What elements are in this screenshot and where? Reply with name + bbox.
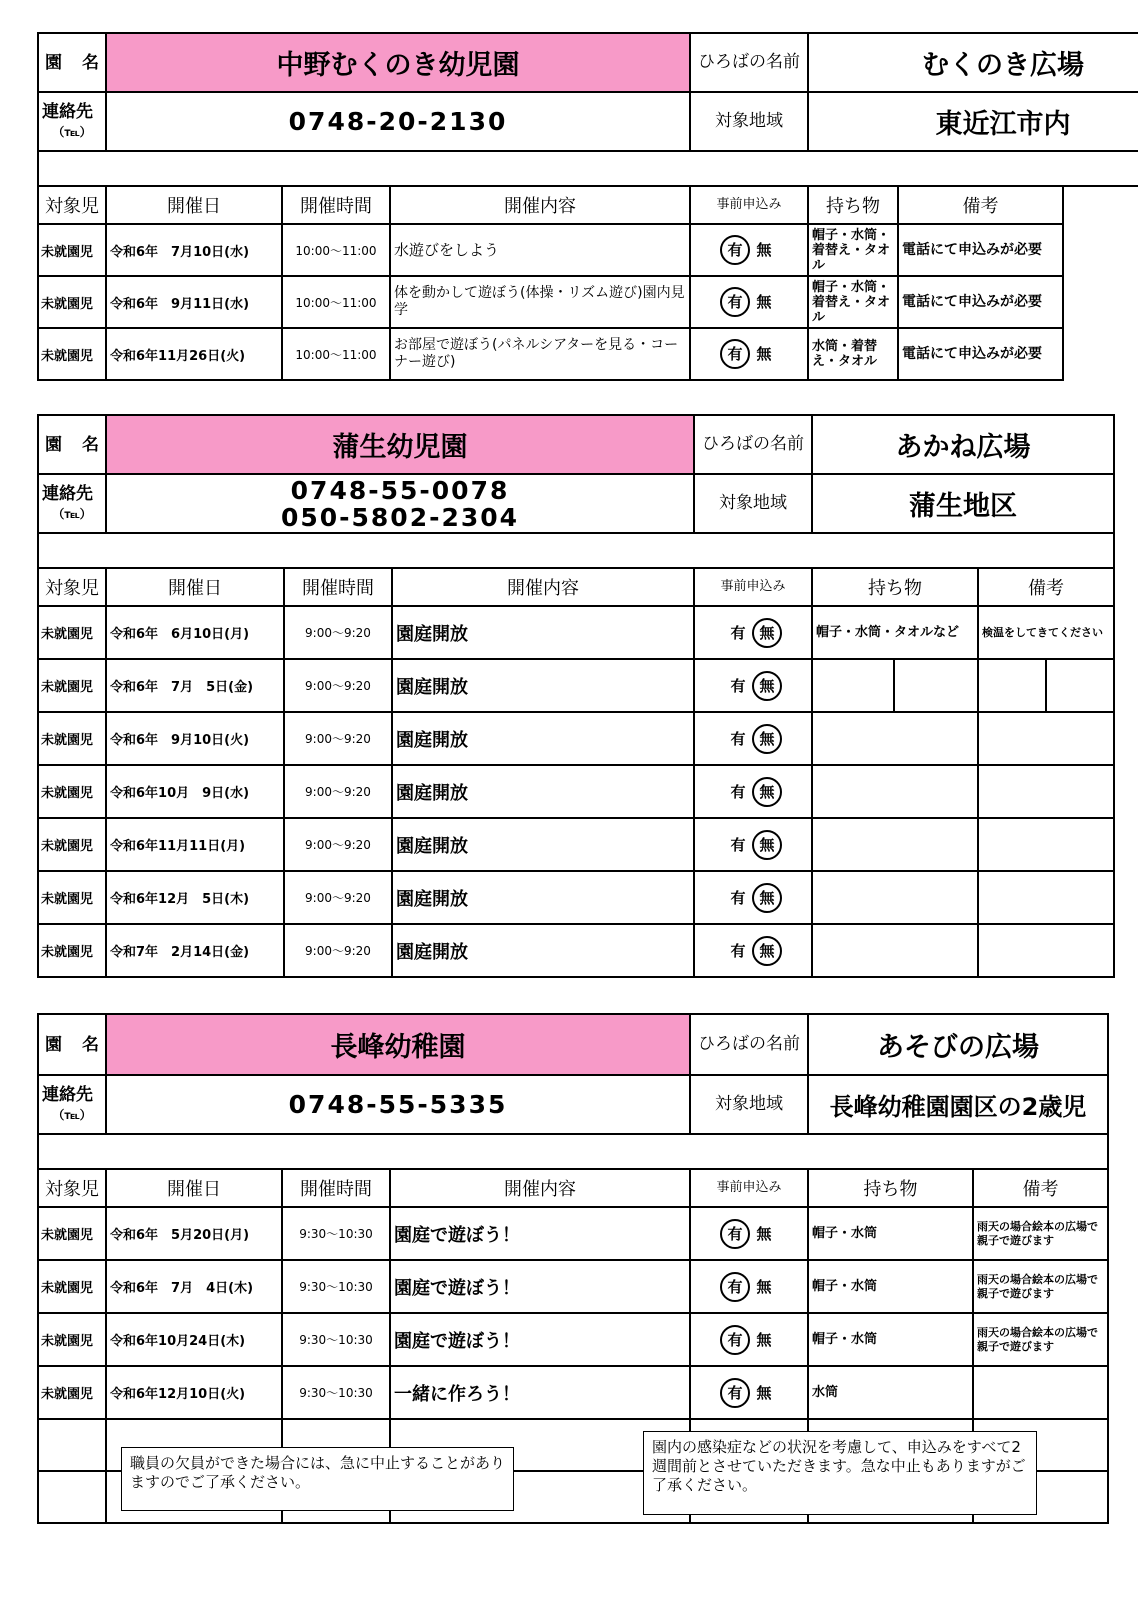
target-area: 蒲生地区	[812, 474, 1114, 533]
contact-label	[38, 474, 106, 533]
pre-cell	[690, 1366, 808, 1419]
date-cell: 令和6年 6月10日(月)	[106, 606, 284, 659]
content-cell: 園庭で遊ぼう！	[390, 1207, 690, 1260]
no-mark: 無	[752, 883, 782, 913]
no-mark: 無	[756, 1330, 772, 1349]
date-cell: 令和6年 7月 5日(金)	[106, 659, 284, 712]
items-cell	[812, 659, 978, 712]
content-cell: 園庭開放	[392, 924, 694, 977]
pre-cell	[690, 224, 808, 276]
pre-cell	[694, 712, 812, 765]
table-row	[38, 818, 1114, 871]
no-mark: 無	[756, 1277, 772, 1296]
content-cell: お部屋で遊ぼう(パネルシアターを見る・コーナー遊び)	[390, 328, 690, 380]
pre-cell	[690, 1207, 808, 1260]
time-cell: 9:30～10:30	[282, 1366, 390, 1419]
down-arrow-icon	[893, 659, 895, 712]
table-row	[38, 871, 1114, 924]
col-pre: 事前申込み	[690, 186, 808, 224]
spacer-row	[38, 533, 1114, 568]
section-mukunoki	[37, 32, 1085, 381]
pre-cell	[690, 1260, 808, 1313]
table-row	[38, 1260, 1108, 1313]
hiroba-name-label: ひろばの名前	[694, 415, 812, 474]
note-cell	[978, 924, 1114, 977]
col-items: 持ち物	[808, 1169, 973, 1207]
child-cell: 未就園児	[38, 1313, 106, 1366]
note-cell	[978, 765, 1114, 818]
school-name: 長峰幼稚園	[106, 1014, 690, 1075]
child-cell: 未就園児	[38, 712, 106, 765]
no-mark: 無	[752, 777, 782, 807]
table-row	[38, 328, 1138, 380]
spacer-row	[38, 1134, 1108, 1169]
time-cell: 9:30～10:30	[282, 1260, 390, 1313]
date-cell: 令和6年11月11日(月)	[106, 818, 284, 871]
date-cell: 令和7年 2月14日(金)	[106, 924, 284, 977]
no-mark: 無	[752, 724, 782, 754]
table-row	[38, 276, 1138, 328]
yes-mark: 有	[730, 676, 746, 695]
child-cell: 未就園児	[38, 818, 106, 871]
yes-mark: 有	[720, 1378, 750, 1408]
col-date: 開催日	[106, 186, 282, 224]
tel-text: （℡）	[52, 124, 92, 139]
target-area: 長峰幼稚園園区の2歳児	[808, 1075, 1108, 1134]
yes-mark: 有	[730, 782, 746, 801]
content-cell: 園庭で遊ぼう！	[390, 1260, 690, 1313]
col-content: 開催内容	[392, 568, 694, 606]
pre-cell	[694, 765, 812, 818]
tel-number: 0748-20-2130	[106, 92, 690, 151]
header-table	[37, 32, 1138, 381]
pre-cell	[694, 924, 812, 977]
hiroba-name: あそびの広場	[808, 1014, 1108, 1075]
items-cell: 帽子・水筒	[808, 1207, 973, 1260]
no-mark: 無	[752, 618, 782, 648]
col-items: 持ち物	[808, 186, 898, 224]
yes-mark: 有	[720, 1219, 750, 1249]
contact-text: 連絡先	[42, 483, 93, 504]
col-time: 開催時間	[282, 1169, 390, 1207]
no-mark: 無	[756, 345, 772, 363]
school-name: 蒲生幼児園	[106, 415, 694, 474]
contact-text: 連絡先	[42, 101, 93, 122]
child-cell: 未就園児	[38, 1207, 106, 1260]
content-cell: 一緒に作ろう！	[390, 1366, 690, 1419]
note-cell: 電話にて申込みが必要	[898, 328, 1063, 380]
table-row	[38, 712, 1114, 765]
note-cell: 雨天の場合絵本の広場で親子で遊びます	[973, 1207, 1108, 1260]
content-cell: 園庭開放	[392, 871, 694, 924]
time-cell: 9:00～9:20	[284, 765, 392, 818]
col-content: 開催内容	[390, 186, 690, 224]
note-cell	[978, 818, 1114, 871]
note-cell	[973, 1366, 1108, 1419]
yes-mark: 有	[730, 888, 746, 907]
col-content: 開催内容	[390, 1169, 690, 1207]
note-cell: 雨天の場合絵本の広場で親子で遊びます	[973, 1313, 1108, 1366]
pre-cell	[694, 659, 812, 712]
col-note: 備考	[898, 186, 1063, 224]
items-cell: 水筒	[808, 1366, 973, 1419]
table-row	[38, 1313, 1108, 1366]
time-cell: 9:00～9:20	[284, 659, 392, 712]
target-area-label: 対象地域	[690, 1075, 808, 1134]
col-pre: 事前申込み	[694, 568, 812, 606]
items-cell: 帽子・水筒・着替え・タオル	[808, 224, 898, 276]
no-mark: 無	[756, 1224, 772, 1243]
time-cell: 10:00～11:00	[282, 224, 390, 276]
pre-cell	[694, 818, 812, 871]
items-cell: 帽子・水筒	[808, 1313, 973, 1366]
col-pre: 事前申込み	[690, 1169, 808, 1207]
no-mark: 無	[756, 293, 772, 311]
tel-number-1: 0748-55-0078	[290, 475, 510, 505]
yes-mark: 有	[720, 1272, 750, 1302]
header-table	[37, 414, 1115, 978]
yes-mark: 有	[730, 623, 746, 642]
items-cell: 水筒・着替え・タオル	[808, 328, 898, 380]
items-cell: 帽子・水筒・着替え・タオル	[808, 276, 898, 328]
spacer-row	[38, 151, 1138, 186]
child-cell: 未就園児	[38, 924, 106, 977]
pre-cell	[690, 1313, 808, 1366]
table-row	[38, 1207, 1108, 1260]
en-name-label: 園 名	[38, 33, 106, 92]
time-cell: 9:30～10:30	[282, 1207, 390, 1260]
time-cell: 9:00～9:20	[284, 712, 392, 765]
yes-mark: 有	[720, 235, 750, 265]
content-cell: 水遊びをしよう	[390, 224, 690, 276]
tel-numbers	[106, 474, 694, 533]
note-cell: 雨天の場合絵本の広場で親子で遊びます	[973, 1260, 1108, 1313]
no-mark: 無	[752, 830, 782, 860]
col-child: 対象児	[38, 186, 106, 224]
target-area-label: 対象地域	[694, 474, 812, 533]
no-mark: 無	[752, 671, 782, 701]
notice-staff-absence: 職員の欠員ができた場合には、急に中止することがありますのでご了承ください。	[121, 1447, 514, 1511]
hiroba-name: あかね広場	[812, 415, 1114, 474]
hiroba-name-label: ひろばの名前	[690, 33, 808, 92]
child-cell: 未就園児	[38, 659, 106, 712]
table-row	[38, 1366, 1108, 1419]
note-cell	[978, 712, 1114, 765]
content-cell: 体を動かして遊ぼう(体操・リズム遊び)園内見学	[390, 276, 690, 328]
child-cell: 未就園児	[38, 765, 106, 818]
content-cell: 園庭開放	[392, 606, 694, 659]
col-child: 対象児	[38, 568, 106, 606]
col-child: 対象児	[38, 1169, 106, 1207]
date-cell: 令和6年 9月10日(火)	[106, 712, 284, 765]
contact-label	[38, 1075, 106, 1134]
note-cell: 検温をしてきてください	[978, 606, 1114, 659]
note-cell: 電話にて申込みが必要	[898, 224, 1063, 276]
col-time: 開催時間	[282, 186, 390, 224]
col-items: 持ち物	[812, 568, 978, 606]
date-cell: 令和6年 9月11日(水)	[106, 276, 282, 328]
down-arrow-icon	[1045, 659, 1047, 712]
date-cell: 令和6年 5月20日(月)	[106, 1207, 282, 1260]
items-cell	[812, 818, 978, 871]
time-cell: 9:00～9:20	[284, 871, 392, 924]
items-cell	[812, 765, 978, 818]
child-cell: 未就園児	[38, 328, 106, 380]
pre-cell	[690, 328, 808, 380]
no-mark: 無	[752, 936, 782, 966]
child-cell: 未就園児	[38, 1260, 106, 1313]
child-cell: 未就園児	[38, 606, 106, 659]
date-cell: 令和6年 7月 4日(木)	[106, 1260, 282, 1313]
tel-text: （℡）	[52, 1107, 92, 1122]
empty-cell	[38, 1471, 106, 1523]
pre-cell	[690, 276, 808, 328]
target-area-label: 対象地域	[690, 92, 808, 151]
hiroba-name-label: ひろばの名前	[690, 1014, 808, 1075]
items-cell	[812, 871, 978, 924]
content-cell: 園庭開放	[392, 712, 694, 765]
tel-number-2: 050-5802-2304	[280, 502, 520, 532]
contact-label	[38, 92, 106, 151]
table-row	[38, 606, 1114, 659]
date-cell: 令和6年12月10日(火)	[106, 1366, 282, 1419]
yes-mark: 有	[730, 729, 746, 748]
child-cell: 未就園児	[38, 871, 106, 924]
table-row	[38, 765, 1114, 818]
yes-mark: 有	[720, 1325, 750, 1355]
table-row	[38, 224, 1138, 276]
table-row	[38, 659, 1114, 712]
en-name-label: 園 名	[38, 1014, 106, 1075]
col-date: 開催日	[106, 568, 284, 606]
child-cell: 未就園児	[38, 1366, 106, 1419]
section-gamou	[37, 414, 1104, 978]
col-date: 開催日	[106, 1169, 282, 1207]
note-cell: 電話にて申込みが必要	[898, 276, 1063, 328]
date-cell: 令和6年11月26日(火)	[106, 328, 282, 380]
notice-infection: 園内の感染症などの状況を考慮して、申込みをすべて2週間前とさせていただきます。急な中止もありますがご了承ください。	[643, 1431, 1037, 1515]
time-cell: 10:00～11:00	[282, 328, 390, 380]
col-note: 備考	[978, 568, 1114, 606]
table-row	[38, 924, 1114, 977]
col-note: 備考	[973, 1169, 1108, 1207]
items-cell: 帽子・水筒	[808, 1260, 973, 1313]
no-mark: 無	[756, 241, 772, 259]
items-cell	[812, 712, 978, 765]
items-cell	[812, 924, 978, 977]
yes-mark: 有	[730, 835, 746, 854]
child-cell: 未就園児	[38, 224, 106, 276]
items-cell: 帽子・水筒・タオルなど	[812, 606, 978, 659]
pre-cell	[694, 871, 812, 924]
content-cell: 園庭で遊ぼう！	[390, 1313, 690, 1366]
col-time: 開催時間	[284, 568, 392, 606]
date-cell: 令和6年12月 5日(木)	[106, 871, 284, 924]
time-cell: 9:00～9:20	[284, 924, 392, 977]
content-cell: 園庭開放	[392, 765, 694, 818]
empty-cell	[38, 1419, 106, 1471]
yes-mark: 有	[720, 339, 750, 369]
en-name-label: 園 名	[38, 415, 106, 474]
yes-mark: 有	[720, 287, 750, 317]
content-cell: 園庭開放	[392, 659, 694, 712]
date-cell: 令和6年 7月10日(水)	[106, 224, 282, 276]
hiroba-name: むくのき広場	[808, 33, 1138, 92]
time-cell: 9:00～9:20	[284, 818, 392, 871]
no-mark: 無	[756, 1383, 772, 1402]
pre-cell	[694, 606, 812, 659]
tel-number: 0748-55-5335	[106, 1075, 690, 1134]
contact-text: 連絡先	[42, 1084, 93, 1105]
child-cell: 未就園児	[38, 276, 106, 328]
date-cell: 令和6年10月24日(木)	[106, 1313, 282, 1366]
yes-mark: 有	[730, 941, 746, 960]
tel-text: （℡）	[52, 506, 92, 521]
target-area: 東近江市内	[808, 92, 1138, 151]
note-cell	[978, 659, 1114, 712]
note-cell	[978, 871, 1114, 924]
school-name: 中野むくのき幼児園	[106, 33, 690, 92]
content-cell: 園庭開放	[392, 818, 694, 871]
time-cell: 9:30～10:30	[282, 1313, 390, 1366]
date-cell: 令和6年10月 9日(水)	[106, 765, 284, 818]
time-cell: 10:00～11:00	[282, 276, 390, 328]
time-cell: 9:00～9:20	[284, 606, 392, 659]
